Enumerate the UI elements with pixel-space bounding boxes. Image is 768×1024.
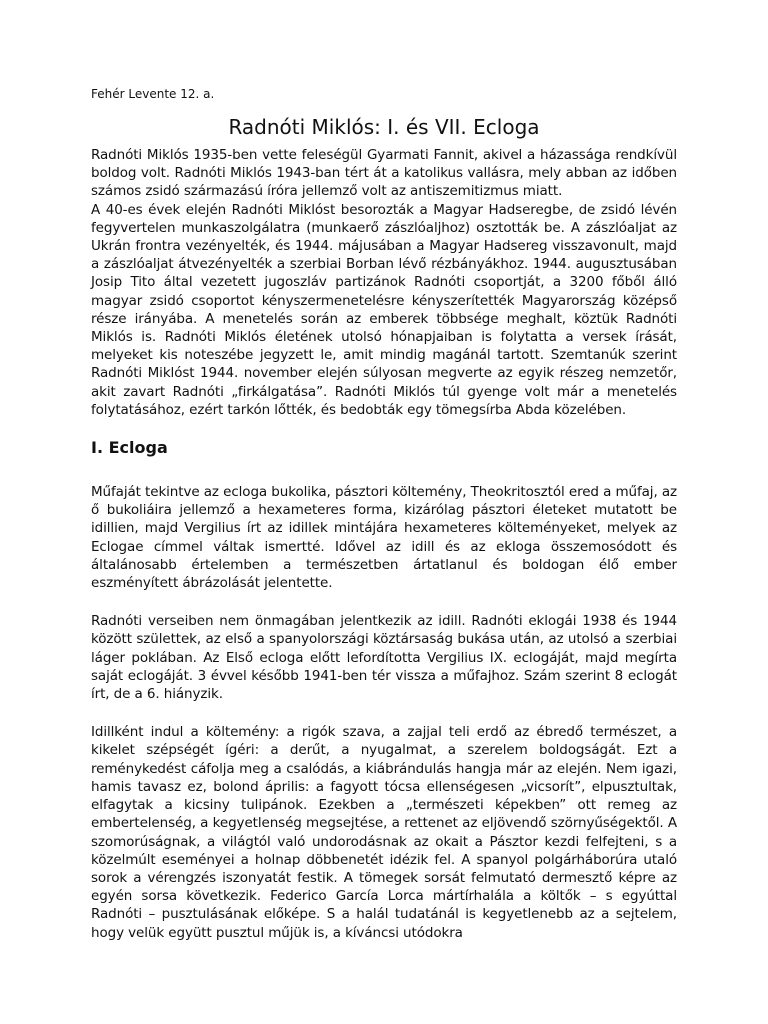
section-paragraph-1: Műfaját tekintve az ecloga bukolika, pásztori költemény, Theokritosztól ered a műfaj, az ő bukoliáira jellemző a hexameteres forma, kizárólag pásztori életeket mutatott be idillien, majd Vergilius írt az idillek mintájára hexameteres költeményeket, melyek az Eclogae címmel váltak ismertté. Idővel az idill és az ekloga összemosódott és általánosabb értelemben a természetben ártatlanul és boldogan élő ember eszményített ábrázolását jelentette.	[91, 484, 677, 592]
intro-paragraph-2: A 40-es évek elején Radnóti Miklóst besorozták a Magyar Hadseregbe, de zsidó lévén fegyvertelen munkaszolgálatra (munkaerő zászlóaljhoz) osztották be. A zászlóaljat az Ukrán frontra vezényelték, és 1944. májusában a Magyar Hadsereg visszavonult, majd a zászlóaljat átvezényelték a szerbiai Borban lévő rézbányákhoz. 1944. augusztusában Josip Tito által vezetett jugoszláv partizánok Radnóti csoportját, a 3200 főből álló magyar zsidó csoportot kényszermenetelésre kényszerítették Magyarország középső része irányába. A menetelés során az emberek többsége meghalt, köztük Radnóti Miklós is. Radnóti Miklós életének utolsó hónapjaiban is folytatta a versek írását, melyeket kis noteszébe jegyzett le, amit mindig magánál tartott. Szemtanúk szerint Radnóti Miklóst 1944. november elején súlyosan megverte az egyik részeg nemzetőr, akit zavart Radnóti „firkálgatása”. Radnóti Miklós túl gyenge volt már a menetelés folytatásához, ezért tarkón lőtték, és bedobták egy tömegsírba Abda közelében.	[91, 201, 677, 418]
section-heading: I. Ecloga	[91, 438, 168, 458]
author-line: Fehér Levente 12. a.	[91, 87, 215, 101]
section-paragraph-2: Radnóti verseiben nem önmagában jelentkezik az idill. Radnóti eklogái 1938 és 1944 között születtek, az első a spanyolországi köztársaság bukása után, az utolsó a szerbiai láger poklában. Az Első ecloga előtt lefordította Vergilius IX. eclogáját, majd megírta saját eclogáját. 3 évvel később 1941-ben tér vissza a műfajhoz. Szám szerint 8 eclogát írt, de a 6. hiányzik.	[91, 613, 677, 703]
intro-paragraph-1: Radnóti Miklós 1935-ben vette feleségül Gyarmati Fannit, akivel a házassága rendkívül boldog volt. Radnóti Miklós 1943-ban tért át a katolikus vallásra, mely abban az időben számos zsidó származású íróra jellemző volt az antiszemitizmus miatt.	[91, 147, 677, 200]
section-paragraph-3: Idillként indul a költemény: a rigók szava, a zajjal teli erdő az ébredő természet, a kikelet szépségét ígéri: a derűt, a nyugalmat, a szerelem boldogságát. Ezt a reménykedést cáfolja meg a csalódás, a kiábrándulás hangja már az elején. Nem igazi, hamis tavasz ez, bolond április: a fagyott tócsa ellenségesen „vicsorít”, elpusztultak, elfagytak a kicsiny tulipánok. Ezekben a „természeti képekben” ott remeg az embertelenség, a kegyetlenség megsejtése, a rettenet az eljövendő szörnyűségektől. A szomorúságnak, a világtól való undorodásnak az okait a Pásztor kezdi felfejteni, s a közelmúlt eseményei a holnap döbbenetét idézik fel. A spanyol polgárháborúra utaló sorok a vérengzés iszonyatát festik. A tömegek sorsát felmutató dermesztő képre az egyén sorsa következik. Federico García Lorca mártírhalála a költők – s egyúttal Radnóti – pusztulásának előképe. S a halál tudatánál is kegyetlenebb az a sejtelem, hogy velük együtt pusztul műjük is, a kíváncsi utódokra	[91, 724, 677, 941]
document-title: Radnóti Miklós: I. és VII. Ecloga	[228, 115, 540, 139]
